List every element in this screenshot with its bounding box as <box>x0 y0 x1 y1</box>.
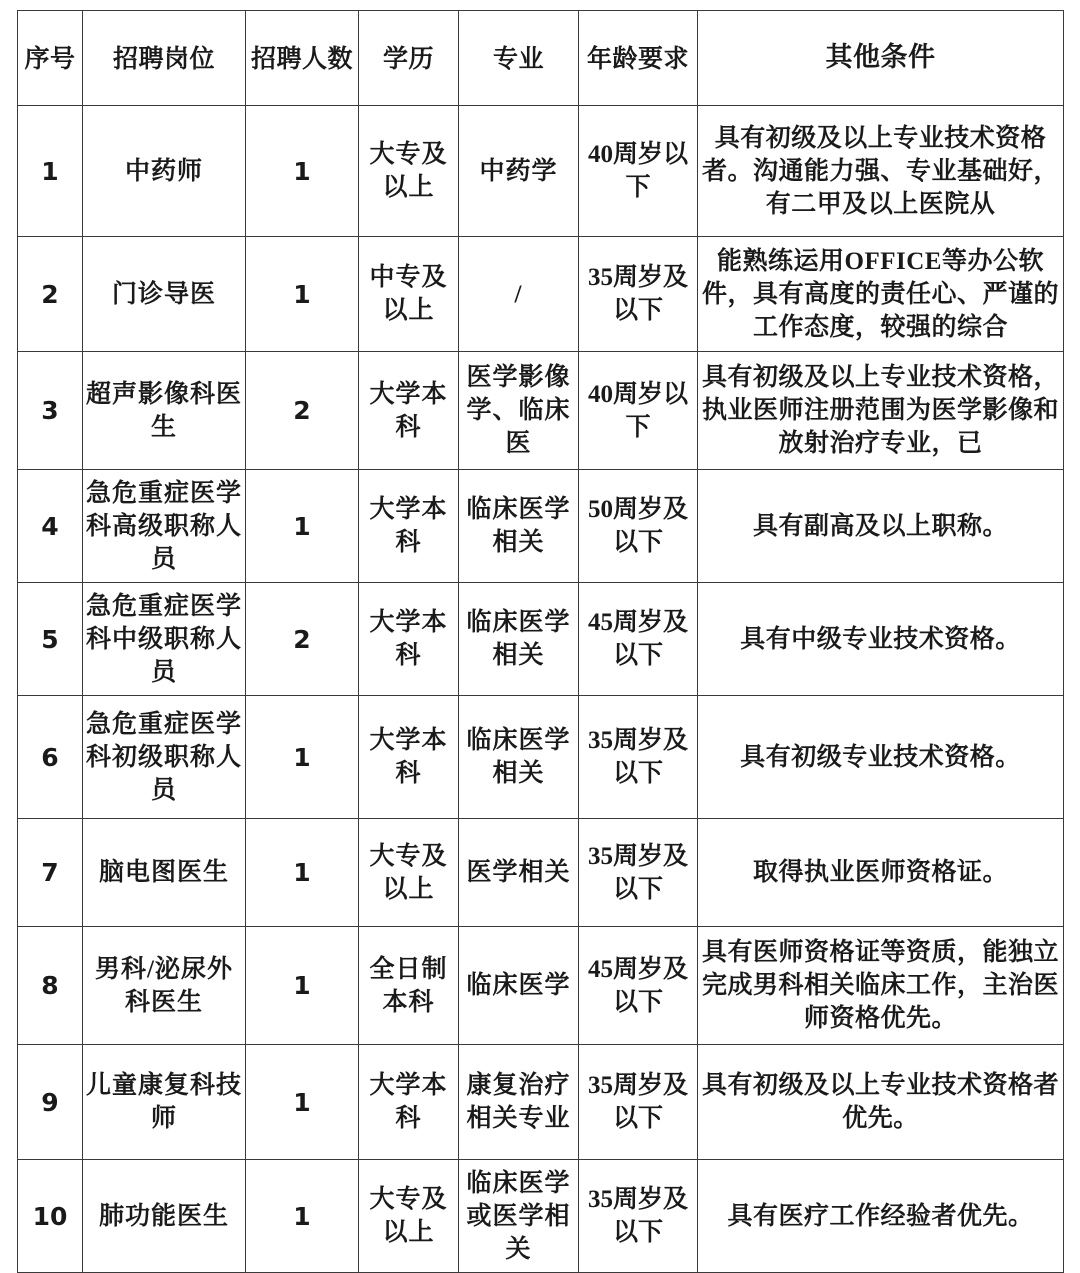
column-header-education: 学历 <box>359 11 459 106</box>
recruitment-table <box>17 10 1064 1273</box>
cell-other: 能熟练运用OFFICE等办公软件，具有高度的责任心、严谨的工作态度，较强的综合 <box>698 237 1064 352</box>
table-row <box>18 237 1064 352</box>
cell-count: 1 <box>246 819 359 927</box>
column-header-index: 序号 <box>18 11 83 106</box>
cell-education: 大学本科 <box>359 352 459 470</box>
column-header-major: 专业 <box>459 11 579 106</box>
cell-education: 大专及以上 <box>359 819 459 927</box>
cell-post: 中药师 <box>83 106 246 237</box>
cell-age: 45周岁及以下 <box>579 927 698 1045</box>
cell-age: 45周岁及以下 <box>579 583 698 696</box>
cell-other: 具有副高及以上职称。 <box>698 470 1064 583</box>
cell-education: 大专及以上 <box>359 106 459 237</box>
column-header-count: 招聘人数 <box>246 11 359 106</box>
cell-index: 9 <box>18 1045 83 1160</box>
column-header-age: 年龄要求 <box>579 11 698 106</box>
table-row <box>18 819 1064 927</box>
cell-index: 3 <box>18 352 83 470</box>
cell-index: 5 <box>18 583 83 696</box>
table-row <box>18 470 1064 583</box>
cell-post: 儿童康复科技师 <box>83 1045 246 1160</box>
cell-age: 35周岁及以下 <box>579 1045 698 1160</box>
table-row <box>18 1045 1064 1160</box>
cell-post: 急危重症医学科中级职称人员 <box>83 583 246 696</box>
cell-count: 1 <box>246 1160 359 1273</box>
cell-count: 1 <box>246 1045 359 1160</box>
cell-post: 男科/泌尿外科医生 <box>83 927 246 1045</box>
cell-index: 10 <box>18 1160 83 1273</box>
cell-post: 急危重症医学科高级职称人员 <box>83 470 246 583</box>
cell-education: 中专及以上 <box>359 237 459 352</box>
cell-education: 大学本科 <box>359 583 459 696</box>
cell-education: 大学本科 <box>359 696 459 819</box>
cell-other: 具有初级专业技术资格。 <box>698 696 1064 819</box>
cell-other: 具有初级及以上专业技术资格者。沟通能力强、专业基础好，有二甲及以上医院从 <box>698 106 1064 237</box>
cell-other: 具有初级及以上专业技术资格，执业医师注册范围为医学影像和放射治疗专业，已 <box>698 352 1064 470</box>
cell-post: 超声影像科医生 <box>83 352 246 470</box>
cell-age: 35周岁及以下 <box>579 1160 698 1273</box>
cell-count: 1 <box>246 927 359 1045</box>
table-row <box>18 927 1064 1045</box>
cell-other: 具有初级及以上专业技术资格者优先。 <box>698 1045 1064 1160</box>
cell-education: 大学本科 <box>359 1045 459 1160</box>
cell-post: 肺功能医生 <box>83 1160 246 1273</box>
cell-age: 50周岁及以下 <box>579 470 698 583</box>
cell-index: 1 <box>18 106 83 237</box>
cell-index: 4 <box>18 470 83 583</box>
table-row <box>18 352 1064 470</box>
cell-age: 35周岁及以下 <box>579 819 698 927</box>
column-header-post: 招聘岗位 <box>83 11 246 106</box>
table-row <box>18 696 1064 819</box>
cell-age: 40周岁以下 <box>579 106 698 237</box>
cell-index: 6 <box>18 696 83 819</box>
cell-major: 医学相关 <box>459 819 579 927</box>
cell-education: 大学本科 <box>359 470 459 583</box>
table-header <box>18 11 1064 106</box>
column-header-other: 其他条件 <box>698 11 1064 106</box>
cell-age: 40周岁以下 <box>579 352 698 470</box>
cell-major: / <box>459 237 579 352</box>
cell-post: 门诊导医 <box>83 237 246 352</box>
cell-other: 具有医师资格证等资质，能独立完成男科相关临床工作，主治医师资格优先。 <box>698 927 1064 1045</box>
cell-index: 7 <box>18 819 83 927</box>
cell-other: 取得执业医师资格证。 <box>698 819 1064 927</box>
cell-education: 全日制本科 <box>359 927 459 1045</box>
cell-major: 临床医学 <box>459 927 579 1045</box>
cell-age: 35周岁及以下 <box>579 237 698 352</box>
table-body <box>18 106 1064 1273</box>
cell-count: 2 <box>246 352 359 470</box>
cell-count: 1 <box>246 696 359 819</box>
cell-major: 临床医学相关 <box>459 583 579 696</box>
header-row <box>18 11 1064 106</box>
cell-major: 临床医学相关 <box>459 470 579 583</box>
cell-age: 35周岁及以下 <box>579 696 698 819</box>
cell-count: 1 <box>246 237 359 352</box>
cell-major: 医学影像学、临床医 <box>459 352 579 470</box>
cell-index: 2 <box>18 237 83 352</box>
table-row <box>18 583 1064 696</box>
table-row <box>18 1160 1064 1273</box>
cell-major: 康复治疗相关专业 <box>459 1045 579 1160</box>
cell-other: 具有中级专业技术资格。 <box>698 583 1064 696</box>
cell-post: 急危重症医学科初级职称人员 <box>83 696 246 819</box>
table-row <box>18 106 1064 237</box>
cell-count: 1 <box>246 106 359 237</box>
cell-post: 脑电图医生 <box>83 819 246 927</box>
cell-other: 具有医疗工作经验者优先。 <box>698 1160 1064 1273</box>
cell-count: 2 <box>246 583 359 696</box>
cell-major: 临床医学相关 <box>459 696 579 819</box>
cell-education: 大专及以上 <box>359 1160 459 1273</box>
cell-major: 中药学 <box>459 106 579 237</box>
cell-count: 1 <box>246 470 359 583</box>
cell-major: 临床医学或医学相关 <box>459 1160 579 1273</box>
cell-index: 8 <box>18 927 83 1045</box>
